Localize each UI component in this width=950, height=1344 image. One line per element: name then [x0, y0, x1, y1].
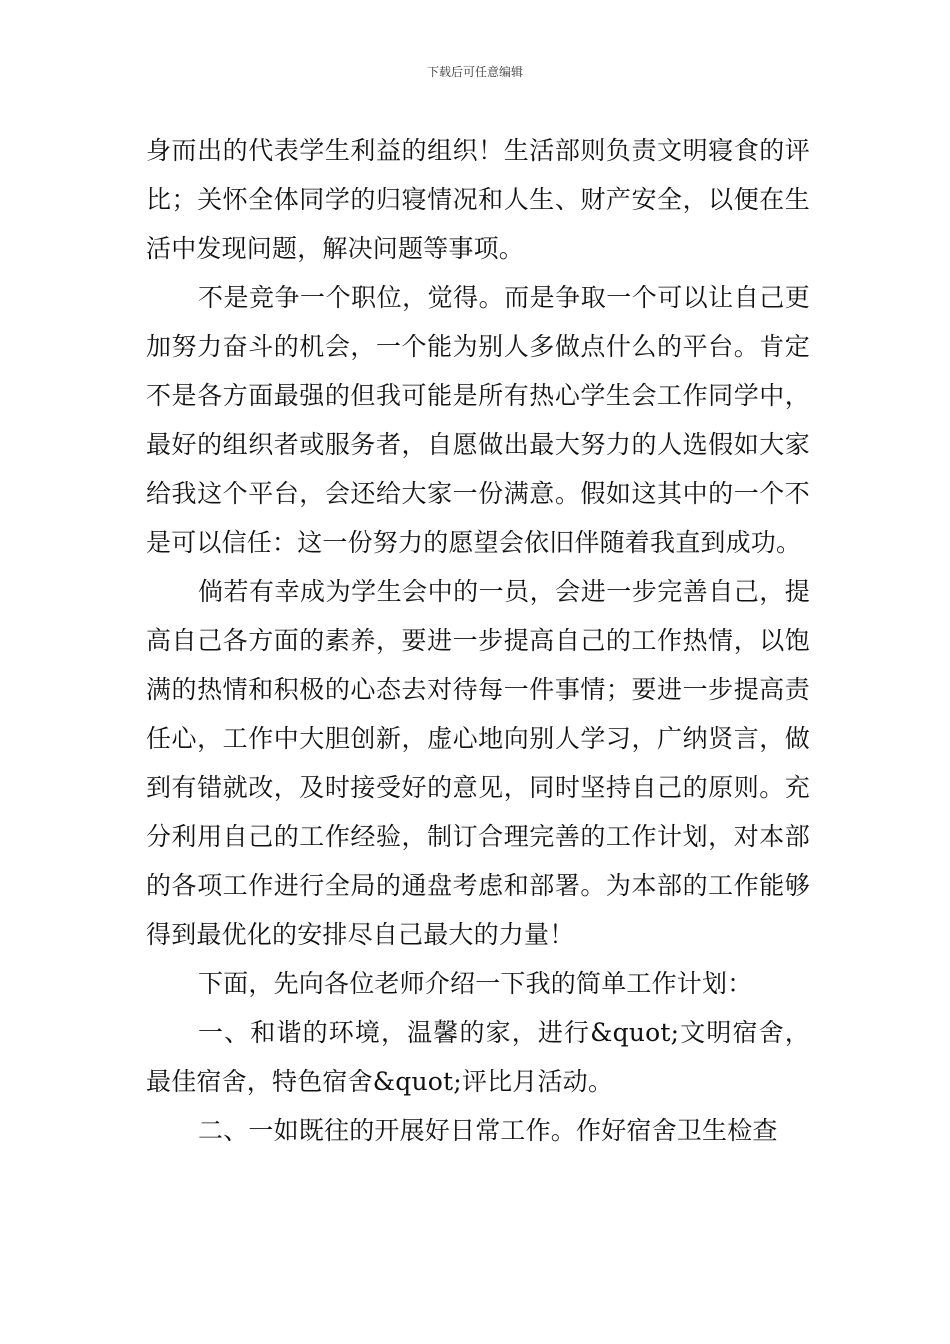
paragraph-6: 二、一如既往的开展好日常工作。作好宿舍卫生检查 [198, 1116, 778, 1145]
paragraph-3: 倘若有幸成为学生会中的一员，会进一步完善自己，提高自己各方面的素养，要进一步提高自己的工作热情，以饱满的热情和积极的心态去对待每一件事情；要进一步提高责任心，工作中大胆创新，虚心地向别人学习，广纳贤言，做到有错就改，及时接受好的意见，同时坚持自己的原则。充分利用自己的工作经验，制订合理完善的工作计划，对本部的各项工作进行全局的通盘考虑和部署。为本部的工作能够得到最优化的安排尽自己最大的力量！ [146, 577, 810, 949]
paragraph-4: 下面，先向各位老师介绍一下我的简单工作计划： [198, 969, 753, 998]
page-header: 下载后可任意编辑 [426, 65, 523, 79]
paragraph-1: 身而出的代表学生利益的组织！生活部则负责文明寝食的评比；关怀全体同学的归寝情况和人生、财产安全，以便在生活中发现问题，解决问题等事项。 [146, 136, 810, 263]
paragraph-5: 一、和谐的环境，温馨的家，进行&quot;文明宿舍，最佳宿舍，特色宿舍&quot;评比月活动。 [146, 1018, 810, 1096]
paragraph-2: 不是竞争一个职位，觉得。而是争取一个可以让自己更加努力奋斗的机会，一个能为别人多做点什么的平台。肯定不是各方面最强的但我可能是所有热心学生会工作同学中，最好的组织者或服务者，自愿做出最大努力的人选假如大家给我这个平台，会还给大家一份满意。假如这其中的一个不是可以信任：这一份努力的愿望会依旧伴随着我直到成功。 [146, 283, 810, 557]
document-body [146, 126, 810, 1155]
